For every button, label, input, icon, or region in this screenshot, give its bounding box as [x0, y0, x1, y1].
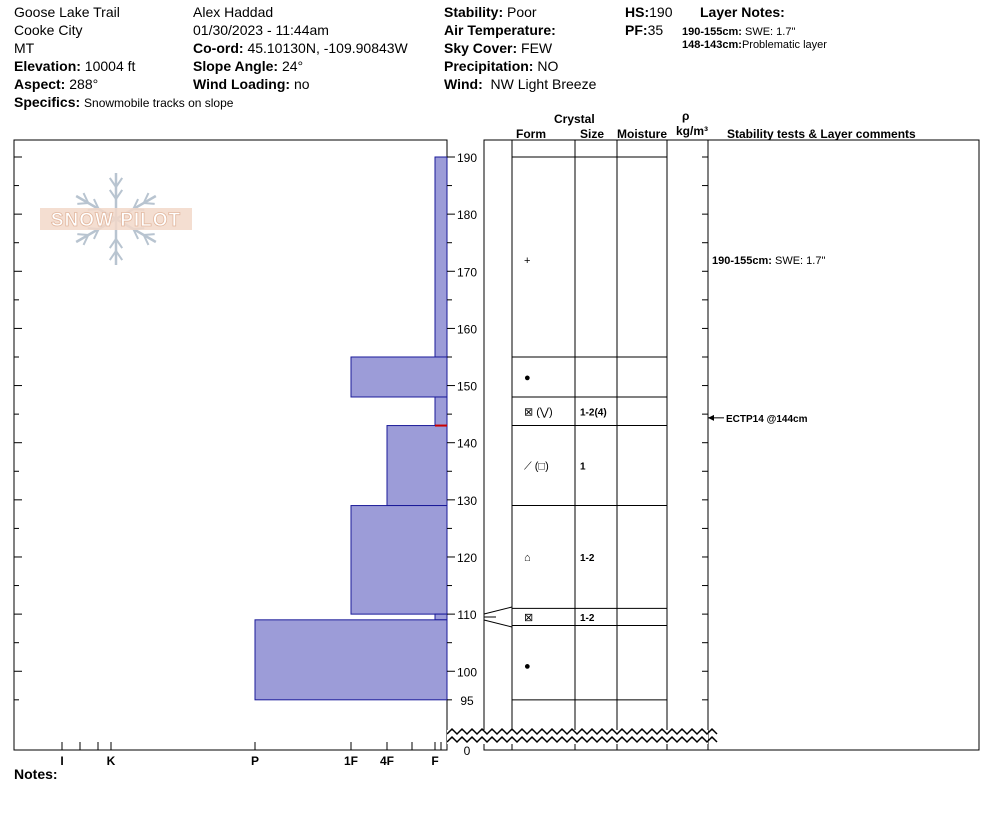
hardness-bar — [435, 614, 447, 620]
col-density: kg/m³ — [676, 124, 709, 138]
logo-snowflake-branch — [144, 234, 155, 235]
hardness-label: P — [250, 754, 260, 768]
thin-layer-connector — [484, 607, 512, 614]
stability-test: ECTP14 @144cm — [726, 413, 808, 425]
pf-label: PF: — [625, 22, 648, 38]
hardness-label: 4F — [379, 754, 395, 768]
thin-layer-connector — [484, 620, 512, 627]
notes-label: Notes: — [14, 766, 58, 782]
air-temp-label: Air Temperature: — [444, 22, 556, 38]
depth-label: 95 — [460, 693, 474, 708]
hardness-bar — [255, 620, 447, 700]
col-crystal: Crystal — [554, 112, 595, 126]
wind-label: Wind: — [444, 76, 483, 92]
crystal-size: 1-2(4) — [580, 407, 607, 419]
specifics-value: Snowmobile tracks on slope — [84, 96, 234, 110]
logo-text: SNOW PILOT — [50, 210, 182, 231]
hardness-bar — [351, 506, 447, 615]
depth-label: 190 — [456, 151, 478, 165]
precip-label: Precipitation: — [444, 58, 534, 74]
area: Cooke City — [14, 22, 83, 38]
coord-value: 45.10130N, -109.90843W — [247, 40, 408, 56]
hardness-label: I — [60, 754, 64, 768]
hardness-bar — [435, 397, 447, 426]
col-form: Form — [516, 127, 546, 141]
depth-label: 100 — [456, 665, 478, 680]
depth-label: 160 — [456, 322, 478, 337]
depth-label: 130 — [456, 493, 478, 508]
crystal-size: 1-2 — [580, 612, 595, 624]
hardness-label: F — [431, 754, 439, 768]
sky-value: FEW — [521, 40, 553, 56]
crystal-form-symbol: ● — [524, 660, 531, 673]
hardness-label: 1F — [343, 754, 359, 768]
logo-snowflake-branch — [77, 203, 88, 204]
crystal-form-symbol: ⌂ — [524, 551, 531, 564]
sky-label: Sky Cover: — [444, 40, 518, 56]
hardness-bar — [435, 157, 447, 357]
layer-comment — [712, 255, 825, 267]
hardness-bar — [387, 426, 447, 506]
hardness-label: K — [106, 754, 116, 768]
layer-comment-range: 190-155cm: — [712, 254, 775, 267]
datetime: 01/30/2023 - 11:44am — [193, 22, 329, 38]
wind-loading-value: no — [293, 76, 310, 92]
stability-value: Poor — [507, 4, 537, 20]
depth-label: 170 — [456, 265, 478, 280]
specifics-label: Specifics: — [14, 94, 81, 110]
stability-label: Stability: — [444, 4, 504, 20]
layer-comment-text: SWE: 1.7" — [775, 254, 826, 267]
logo-snowflake-branch — [77, 234, 88, 235]
col-moisture: Moisture — [617, 127, 668, 141]
depth-label: 180 — [456, 208, 478, 223]
elevation-value: 10004 ft — [84, 58, 136, 74]
crystal-form-symbol: ⊠ (⋁) — [524, 406, 553, 419]
layer-note-text: Problematic layer — [741, 39, 827, 51]
col-comments: Stability tests & Layer comments — [727, 127, 916, 141]
aspect-value: 288° — [69, 76, 99, 92]
wind-value: NW Light Breeze — [490, 76, 597, 92]
crystal-form-symbol: ⟋ (□) — [524, 460, 549, 473]
crystal-form-symbol: ● — [524, 371, 531, 384]
hardness-bar — [351, 357, 447, 397]
crystal-form-symbol: + — [524, 254, 531, 267]
depth-label: 110 — [457, 608, 477, 623]
elevation-label: Elevation: — [14, 58, 81, 74]
observer: Alex Haddad — [193, 4, 274, 20]
layer-notes-title: Layer Notes: — [700, 4, 785, 20]
col-rho: ρ — [682, 109, 690, 123]
location: Goose Lake Trail — [14, 4, 120, 20]
slope-label: Slope Angle: — [193, 58, 279, 74]
logo-snowflake-branch — [144, 203, 155, 204]
pf-value: 35 — [647, 22, 664, 38]
depth-label: 0 — [463, 744, 471, 758]
wind-loading-label: Wind Loading: — [193, 76, 291, 92]
crystal-size: 1 — [580, 461, 586, 473]
depth-label: 150 — [456, 379, 478, 394]
hs-label: HS: — [625, 4, 650, 20]
crystal-size: 1-2 — [580, 552, 595, 564]
precip-value: NO — [537, 58, 559, 74]
coord-label: Co-ord: — [193, 40, 244, 56]
col-size: Size — [580, 127, 605, 141]
layer-note-range: 190-155cm: — [682, 26, 742, 38]
test-arrow-head — [708, 415, 714, 421]
slope-value: 24° — [281, 58, 304, 74]
layer-note-range: 148-143cm: — [682, 39, 742, 51]
crystal-table-frame — [484, 140, 708, 750]
hs-value: 190 — [649, 4, 673, 20]
layer-note-text: SWE: 1.7" — [745, 26, 796, 38]
comments-frame — [708, 140, 979, 750]
state: MT — [14, 40, 35, 56]
aspect-label: Aspect: — [14, 76, 66, 92]
depth-label: 120 — [456, 550, 478, 565]
depth-label: 140 — [456, 436, 478, 451]
crystal-form-symbol: ⊠ — [524, 611, 534, 624]
